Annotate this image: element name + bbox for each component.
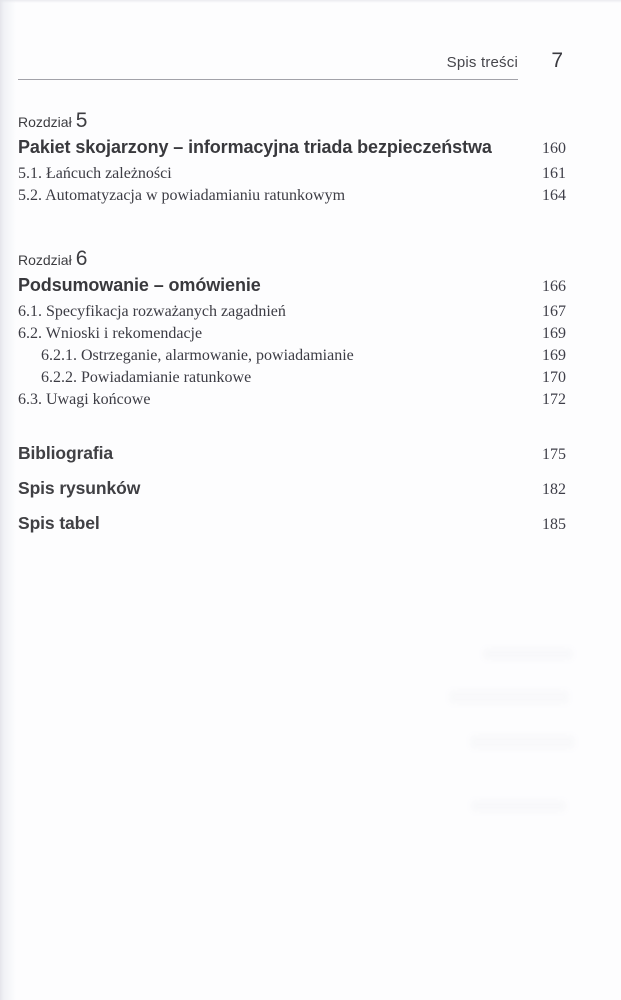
page-header: [18, 0, 566, 80]
toc-entry-text: 6.2.2. Powiadamianie ratunkowe: [41, 369, 252, 386]
toc-entry-text: 6.1. Specyfikacja rozważanych zagadnień: [18, 303, 286, 320]
chapter-label-row: [18, 109, 566, 135]
chapter-label-row: [18, 247, 566, 273]
chapter-title: Pakiet skojarzony – informacyjna triada bezpieczeństwa: [18, 137, 492, 157]
scan-bleedthrough-artifact: [449, 690, 569, 704]
toc-entry-row: [18, 185, 566, 207]
chapter-section-5: [18, 109, 566, 207]
toc-entry-row: [18, 163, 566, 185]
toc-entry-page-number: 170: [542, 369, 566, 386]
header-rule: [18, 54, 518, 80]
chapter-number: 6: [75, 247, 88, 270]
toc-entry-row: [18, 323, 566, 345]
toc-entry-text: 5.1. Łańcuch zależności: [18, 165, 172, 182]
chapter-label: Rozdział: [18, 114, 72, 130]
toc-entry-page-number: 161: [542, 165, 566, 182]
toc-entry-row: [18, 345, 566, 367]
back-matter-page-number: 175: [542, 446, 566, 463]
scan-edge-shadow: [0, 0, 16, 1000]
chapter-section-6: [18, 247, 566, 411]
back-matter-title: Bibliografia: [18, 443, 114, 463]
header-page-number: 7: [551, 49, 563, 72]
chapter-title: Podsumowanie – omówienie: [18, 275, 261, 295]
back-matter-row: [18, 479, 566, 499]
chapter-label: Rozdział: [18, 252, 72, 268]
chapter-number: 5: [75, 109, 88, 132]
chapter-page-number: 166: [542, 278, 566, 295]
back-matter-page-number: 182: [542, 481, 566, 498]
toc-entry-page-number: 169: [542, 325, 566, 342]
back-matter-page-number: 185: [542, 516, 566, 533]
toc-entry-row: [18, 389, 566, 411]
chapter-page-number: 160: [542, 140, 566, 157]
toc-entry-row: [18, 301, 566, 323]
running-title: Spis treści: [446, 54, 518, 71]
toc-entry-text: 6.2. Wnioski i rekomendacje: [18, 325, 203, 342]
toc-entry-page-number: 164: [542, 187, 566, 204]
back-matter-title: Spis rysunków: [18, 478, 141, 498]
chapter-title-row: [18, 136, 566, 159]
scan-bleedthrough-artifact: [483, 648, 573, 660]
back-matter-row: [18, 514, 566, 534]
page-content: [18, 0, 566, 549]
toc-entry-page-number: 169: [542, 347, 566, 364]
chapter-title-row: [18, 274, 566, 297]
scan-bleedthrough-artifact: [471, 800, 566, 812]
back-matter-row: [18, 444, 566, 464]
back-matter-title: Spis tabel: [18, 513, 100, 533]
toc-entry-page-number: 167: [542, 303, 566, 320]
toc-entry-text: 6.2.1. Ostrzeganie, alarmowanie, powiadamianie: [41, 347, 354, 364]
scan-bleedthrough-artifact: [470, 735, 575, 749]
back-matter-section: [18, 444, 566, 534]
toc-entry-text: 5.2. Automatyzacja w powiadamianiu ratunkowym: [18, 187, 346, 204]
toc-entry-row: [18, 367, 566, 389]
toc-entry-page-number: 172: [542, 391, 566, 408]
toc-entry-text: 6.3. Uwagi końcowe: [18, 391, 151, 408]
